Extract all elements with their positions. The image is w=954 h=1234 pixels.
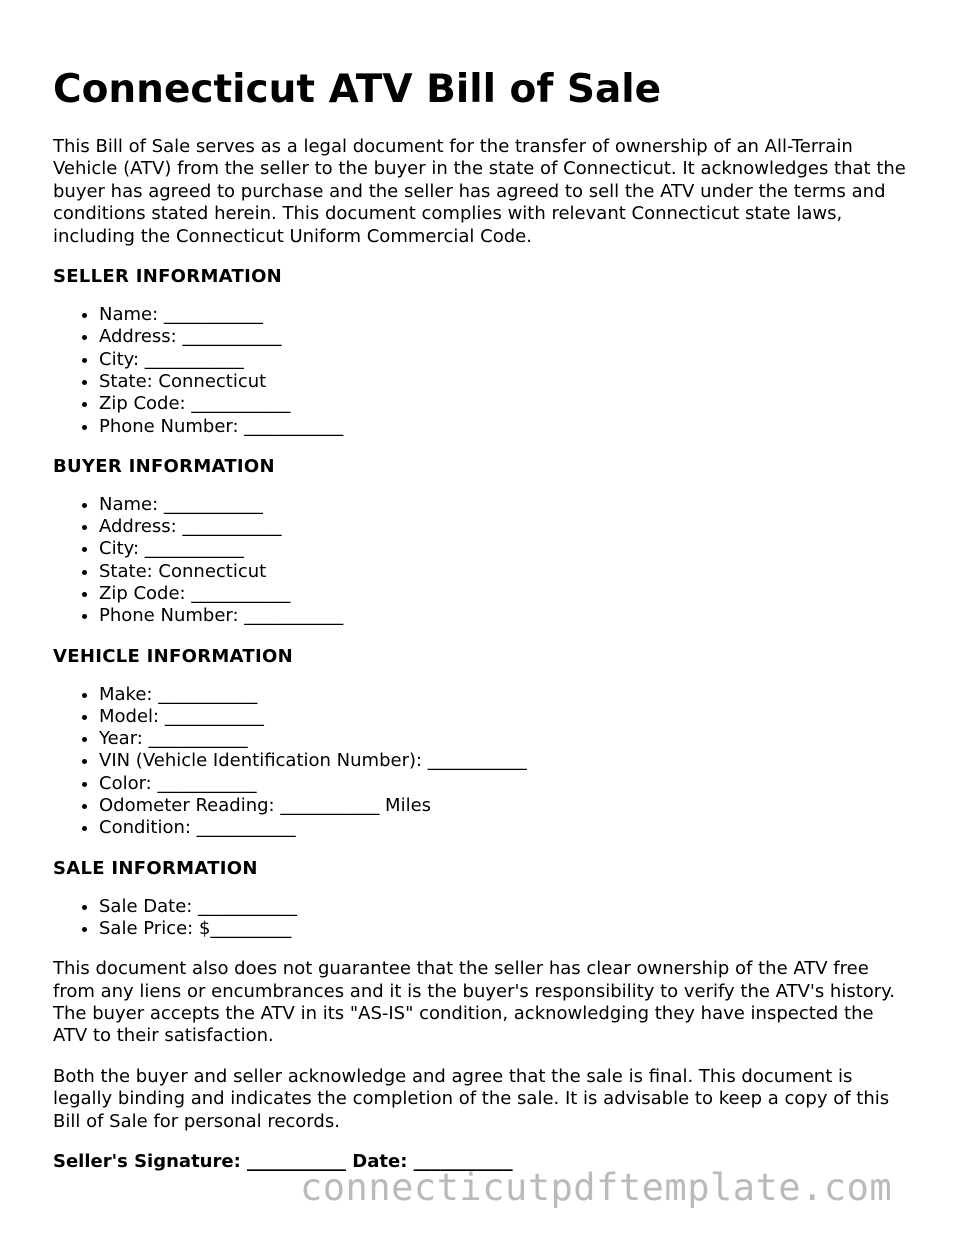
seller-phone-item: • Phone Number: ___________ bbox=[99, 416, 913, 438]
buyer-phone-item: • Phone Number: ___________ bbox=[99, 605, 913, 627]
vehicle-color-item: • Color: ___________ bbox=[99, 773, 913, 795]
sale-price-item: • Sale Price: $_________ bbox=[99, 918, 913, 940]
signature-line: Seller's Signature: ___________ Date: ___________ bbox=[53, 1151, 513, 1173]
seller-heading: SELLER INFORMATION bbox=[53, 266, 283, 288]
disclaimer-paragraph: This document also does not guarantee that the seller has clear ownership of the ATV free from any liens or encumbrances and it is the buyer's responsibility to verify the ATV's history. The buyer accepts the ATV in its "AS-IS" condition, acknowledging they have inspected the ATV to their satisfaction. bbox=[53, 958, 895, 1047]
buyer-name-item: • Name: ___________ bbox=[99, 494, 913, 516]
vehicle-odometer-item: • Odometer Reading: ___________ Miles bbox=[99, 795, 913, 817]
buyer-city-item: • City: ___________ bbox=[99, 538, 913, 560]
buyer-heading: BUYER INFORMATION bbox=[53, 455, 275, 477]
buyer-zip-item: • Zip Code: ___________ bbox=[99, 583, 913, 605]
seller-list bbox=[53, 304, 913, 438]
page-title: Connecticut ATV Bill of Sale bbox=[53, 67, 662, 112]
vehicle-year-item: • Year: ___________ bbox=[99, 728, 913, 750]
intro-paragraph: This Bill of Sale serves as a legal document for the transfer of ownership of an All-Terrain Vehicle (ATV) from the seller to the buyer in the state of Connecticut. It acknowledges that the buyer has agreed to purchase and the seller has agreed to sell the ATV under the terms and conditions stated herein. This document complies with relevant Connecticut state laws, including the Connecticut Uniform Commercial Code. bbox=[53, 136, 906, 247]
vehicle-model-item: • Model: ___________ bbox=[99, 706, 913, 728]
seller-name-item: • Name: ___________ bbox=[99, 304, 913, 326]
vehicle-list bbox=[53, 684, 913, 840]
vehicle-condition-item: • Condition: ___________ bbox=[99, 817, 913, 839]
vehicle-make-item: • Make: ___________ bbox=[99, 684, 913, 706]
buyer-list bbox=[53, 494, 913, 628]
sale-heading: SALE INFORMATION bbox=[53, 857, 258, 879]
sale-date-item: • Sale Date: ___________ bbox=[99, 896, 913, 918]
seller-address-item: • Address: ___________ bbox=[99, 326, 913, 348]
seller-city-item: • City: ___________ bbox=[99, 349, 913, 371]
vehicle-vin-item: • VIN (Vehicle Identification Number): ___________ bbox=[99, 750, 913, 772]
seller-zip-item: • Zip Code: ___________ bbox=[99, 393, 913, 415]
vehicle-heading: VEHICLE INFORMATION bbox=[53, 645, 293, 667]
buyer-address-item: • Address: ___________ bbox=[99, 516, 913, 538]
final-note-paragraph: Both the buyer and seller acknowledge and agree that the sale is final. This document is legally binding and indicates the completion of the sale. It is advisable to keep a copy of this Bill of Sale for personal records. bbox=[53, 1065, 890, 1132]
watermark: connecticutpdftemplate.com bbox=[300, 1166, 893, 1209]
seller-state-item: • State: Connecticut bbox=[99, 371, 913, 393]
document-page bbox=[53, 66, 913, 1173]
buyer-state-item: • State: Connecticut bbox=[99, 561, 913, 583]
sale-list bbox=[53, 896, 913, 941]
